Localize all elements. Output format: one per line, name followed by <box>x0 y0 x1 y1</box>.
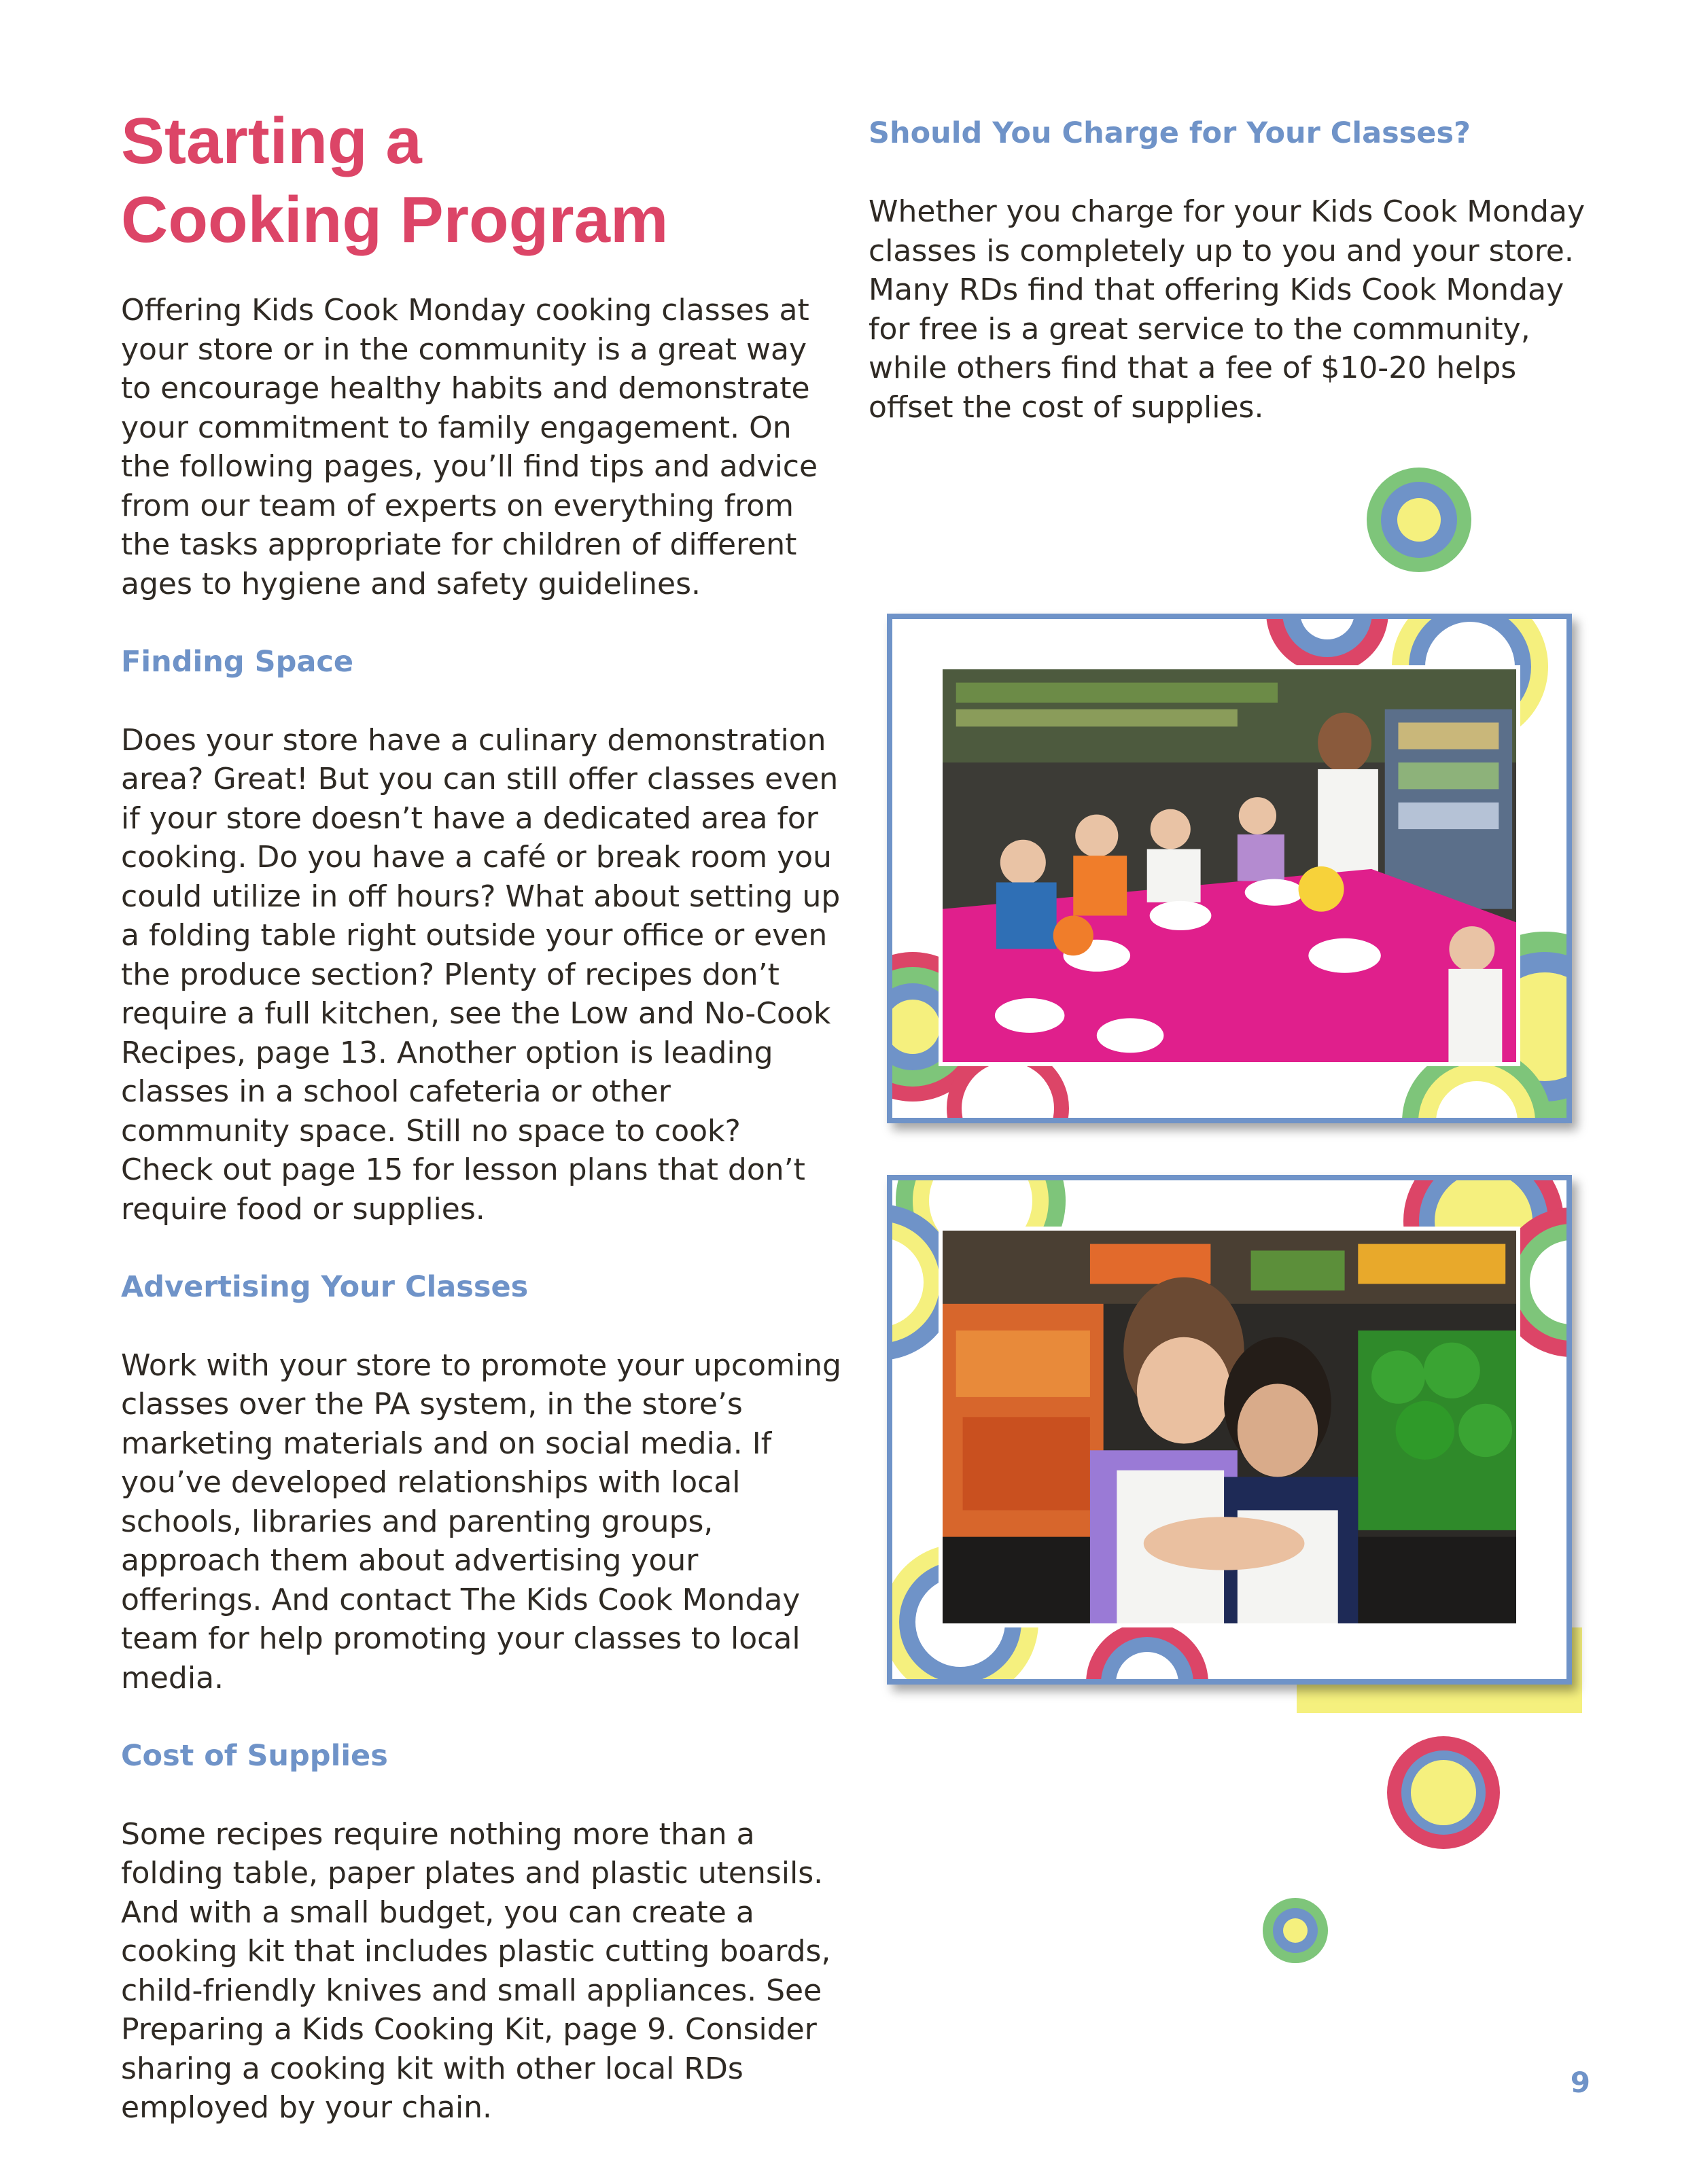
intro-paragraph: Offering Kids Cook Monday cooking classes at your store or in the community is a great way to encourage healthy habits and demonstrate your commitment to family engagement. On the following pages, you’ll find tips and advice from our team of experts on everything from the tasks appropriate for children of different ages to hygiene and safety guidelines. <box>121 293 818 601</box>
page-number: 9 <box>1570 2066 1590 2099</box>
advertising-body: Work with your store to promote your upcoming classes over the PA system, in the store’s marketing materials and on social media. If you’ve developed relationships with local schools, libraries and parenting groups, approach them about advertising your offerings. And contact The Kids Cook Monday team for help promoting your classes to local media. <box>121 1348 841 1695</box>
finding-space-body: Does your store have a culinary demonstration area? Great! But you can still offer classes even if your store doesn’t have a dedicated area for cooking. Do you have a café or break room you could utilize in off hours? What about setting up a folding table right outside your office or even the produce section? Plenty of recipes don’t require a full kitchen, see the Low and No-Cook Recipes, page 13. Another option is leading classes in a school cafeteria or other community space. Still no space to cook? Check out page 15 for lesson plans that don’t require food or supplies. <box>121 722 841 1227</box>
right-column <box>869 114 1589 427</box>
produce-hug-image <box>943 1231 1516 1623</box>
cost-heading: Cost of Supplies <box>121 1738 388 1773</box>
decorative-circle-right <box>1387 1736 1500 1849</box>
page-title-line-2: Cooking Program <box>121 183 669 256</box>
decorative-circle-top <box>1367 468 1471 572</box>
left-column <box>121 291 841 2128</box>
page-title-line-1: Starting a <box>121 105 422 177</box>
decorative-circle-small <box>1263 1898 1328 1963</box>
charge-heading: Should You Charge for Your Classes? <box>869 116 1471 150</box>
advertising-heading: Advertising Your Classes <box>121 1269 529 1304</box>
finding-space-heading: Finding Space <box>121 644 354 679</box>
page-title <box>121 102 668 260</box>
cooking-class-photo <box>939 665 1520 1066</box>
produce-hug-photo <box>939 1227 1520 1627</box>
cost-body: Some recipes require nothing more than a folding table, paper plates and plastic utensils. And with a small budget, you can create a cooking kit that includes plastic cutting boards, child-friendly knives and small appliances. See Preparing a Kids Cooking Kit, page 9. Consider sharing a cooking kit with other local RDs employed by your chain. <box>121 1816 831 2125</box>
photo-frame-cooking-class <box>887 614 1572 1123</box>
cooking-class-image <box>943 669 1516 1062</box>
charge-body: Whether you charge for your Kids Cook Monday classes is completely up to you and your store. Many RDs find that offering Kids Cook Monday for free is a great service to the community, while others find that a fee of $10-20 helps offset the cost of supplies. <box>869 194 1585 425</box>
photo-frame-produce <box>887 1175 1572 1685</box>
